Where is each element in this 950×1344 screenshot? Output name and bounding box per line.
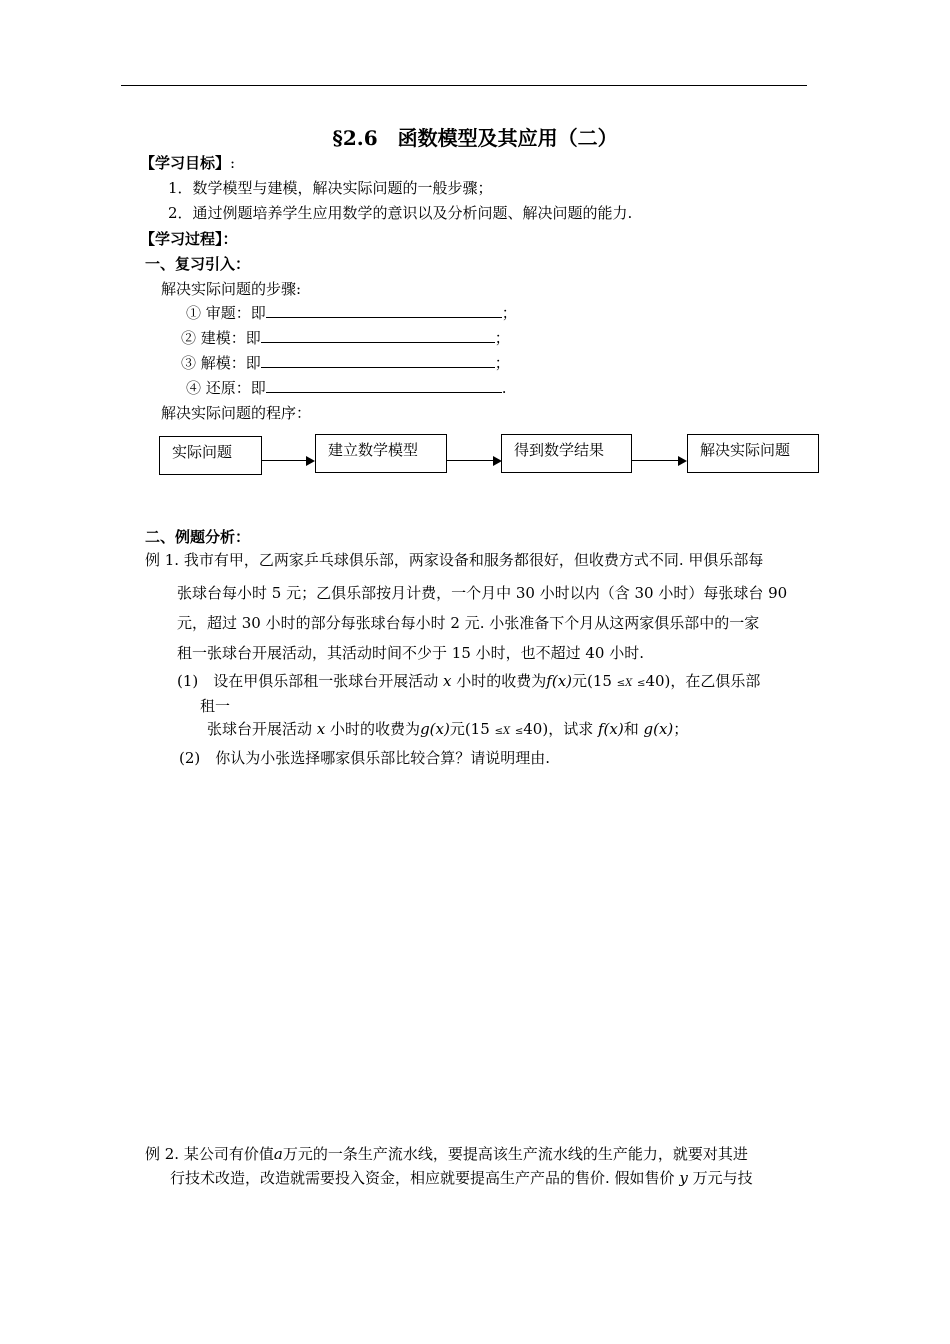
step-end: ； [494, 354, 510, 372]
review-heading: 一、复习引入： [145, 255, 251, 273]
process-heading-row [140, 228, 238, 249]
q1-text-a: (1) 设在甲俱乐部租一张球台开展活动 [177, 672, 439, 690]
steps-intro: 解决实际问题的步骤: [161, 280, 302, 298]
objectives-heading-suffix: : [230, 154, 236, 172]
ex2-line2-text-b: 万元与技 [692, 1169, 753, 1187]
q1-line2-text-b: 小时的收费为 [330, 720, 421, 738]
example-2-line-1 [145, 1141, 748, 1167]
step-item-2 [181, 327, 510, 348]
step-blank[interactable] [261, 327, 495, 343]
var-X-small: X [625, 678, 633, 689]
step-end: ； [501, 304, 517, 322]
q1-text-d: 40)，在乙俱乐部 [645, 672, 761, 690]
step-item-1 [186, 302, 517, 323]
page-title: §2.6 函数模型及其应用（二） [332, 126, 618, 150]
flow-arrow-2 [447, 460, 500, 461]
step-blank[interactable] [261, 352, 495, 368]
q1-line2-text-e: 和 [623, 720, 639, 738]
ex2-line2-text-a: 行技术改造，改造就需要投入资金，相应就要提高生产产品的售价. 假如售价 [170, 1169, 675, 1187]
ex2-line1-text-a: 例 2. 某公司有价值 [145, 1145, 274, 1163]
example-2-line-2 [170, 1165, 753, 1191]
step-label: ② 建模：即 [181, 329, 261, 347]
q1-text-b: 小时的收费为 [456, 672, 547, 690]
var-gx: g(x) [643, 720, 674, 738]
example-1-question-1-wrap: 租一 [200, 697, 231, 715]
ex2-line1-text-b: 万元的一条生产流水线，要提高该生产流水线的生产能力，就要对其进 [282, 1145, 748, 1163]
var-fx: f(x) [546, 672, 573, 690]
example-1-question-2: (2) 你认为小张选择哪家俱乐部比较合算？请说明理由. [179, 749, 551, 767]
objectives-heading-row [140, 152, 235, 173]
var-gx: g(x) [420, 720, 450, 738]
header-rule [121, 85, 807, 86]
q1-line2-text-d: 40)，试求 [523, 720, 594, 738]
step-item-4 [186, 377, 507, 398]
step-end: ； [494, 329, 510, 347]
example-1-question-1-line-2 [207, 716, 688, 745]
objective-item-2: 2．通过例题培养学生应用数学的意识以及分析问题、解决问题的能力. [168, 204, 633, 222]
q1-line2-text-a: 张球台开展活动 [207, 720, 313, 738]
le-symbol: ≤ [637, 678, 646, 689]
process-heading-suffix: ： [222, 230, 238, 248]
var-y: y [679, 1169, 688, 1187]
step-label: ③ 解模：即 [181, 354, 261, 372]
flow-arrow-1 [262, 460, 313, 461]
step-blank[interactable] [266, 302, 502, 318]
program-intro: 解决实际问题的程序： [161, 404, 312, 422]
q1-text-c: 元(15 [572, 672, 612, 690]
example-1-line-3: 元，超过 30 小时的部分每张球台每小时 2 元. 小张准备下个月从这两家俱乐部中的一家 [177, 614, 760, 632]
example-1-line-1: 例 1. 我市有甲，乙两家乒乓球俱乐部，两家设备和服务都很好，但收费方式不同. 甲俱乐部每 [145, 551, 764, 569]
step-blank[interactable] [266, 377, 502, 393]
q1-line2-text-c: 元(15 [449, 720, 490, 738]
le-symbol: ≤ [616, 678, 626, 689]
le-symbol: ≤ [514, 726, 524, 737]
var-a: a [273, 1145, 283, 1163]
flow-box-4: 解决实际问题 [687, 434, 819, 473]
step-item-3 [181, 352, 510, 373]
var-x: x [316, 720, 326, 738]
objectives-heading: 【学习目标】 [140, 154, 231, 172]
var-fx: f(x) [597, 720, 624, 738]
flow-box-3: 得到数学结果 [501, 434, 632, 473]
step-label: ① 审题：即 [186, 304, 266, 322]
q1-line2-text-f: ； [673, 720, 689, 738]
le-symbol: ≤ [494, 726, 503, 737]
step-end: . [501, 379, 507, 397]
example-1-question-1 [177, 668, 760, 697]
process-heading: 【学习过程】 [140, 230, 223, 248]
examples-heading: 二、例题分析： [145, 528, 251, 546]
example-1-line-2: 张球台每小时 5 元；乙俱乐部按月计费，一个月中 30 小时以内（含 30 小时）每张球台 90 [177, 584, 788, 602]
flow-box-1: 实际问题 [159, 436, 262, 475]
step-label: ④ 还原：即 [186, 379, 266, 397]
var-X-small: X [502, 726, 511, 737]
flow-arrow-3 [632, 460, 685, 461]
flow-box-2: 建立数学模型 [315, 434, 447, 473]
objective-item-1: 1．数学模型与建模，解决实际问题的一般步骤； [168, 179, 493, 197]
var-x: x [443, 672, 452, 690]
example-1-line-4: 租一张球台开展活动，其活动时间不少于 15 小时，也不超过 40 小时. [177, 644, 645, 662]
